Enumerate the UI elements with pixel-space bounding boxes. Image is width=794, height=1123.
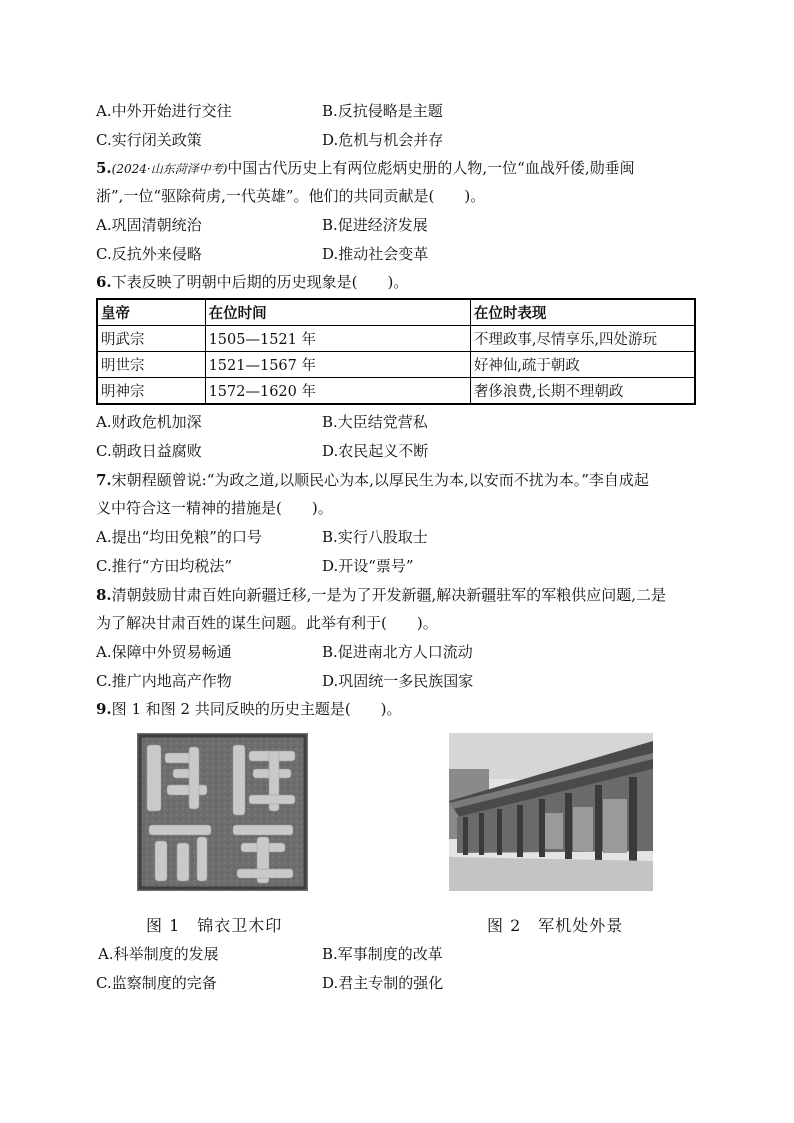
table-cell: 好神仙,疏于朝政 [470,352,695,378]
q5-option-b[interactable]: B.促进经济发展 [322,216,428,234]
table-cell: 1521—1567 年 [205,352,470,378]
table-row [97,352,695,378]
q5-option-c[interactable]: C.反抗外来侵略 [96,245,202,263]
table-header: 在位时间 [205,299,470,326]
table-cell: 1572—1620 年 [205,378,470,405]
q6-number: 6. [96,273,112,291]
q6-option-a[interactable]: A.财政危机加深 [96,413,202,431]
q8-stem-line2: 为了解决甘肃百姓的谋生问题。此举有利于( )。 [96,614,438,632]
q9-option-c[interactable]: C.监察制度的完备 [96,974,217,992]
table-header: 皇帝 [97,299,205,326]
q7-stem-line2: 义中符合这一精神的措施是( )。 [96,499,333,517]
q9-option-a[interactable]: A.科举制度的发展 [98,945,219,963]
q7-option-c[interactable]: C.推行“方田均税法” [96,557,233,575]
q8-option-b[interactable]: B.促进南北方人口流动 [322,643,473,661]
q5-option-d[interactable]: D.推动社会变革 [322,245,429,263]
table-row [97,378,695,405]
q7-option-a[interactable]: A.提出“均田免粮”的口号 [96,528,262,546]
q6-option-b[interactable]: B.大臣结党营私 [322,413,428,431]
q9-number: 9. [96,700,112,718]
table-cell: 明世宗 [97,352,205,378]
q8-number: 8. [96,586,112,604]
q7-number: 7. [96,471,112,489]
table-row [97,326,695,352]
q8-stem-line1: 8.清朝鼓励甘肃百姓向新疆迁移,一是为了开发新疆,解决新疆驻军的军粮供应问题,二是 [96,586,666,604]
figure-2-caption: 图 2 军机处外景 [487,916,624,935]
q5-option-a[interactable]: A.巩固清朝统治 [96,216,202,234]
q4-option-b[interactable]: B.反抗侵略是主题 [322,102,443,120]
emperor-table [96,298,696,405]
q8-option-c[interactable]: C.推广内地高产作物 [96,672,232,690]
q6-option-c[interactable]: C.朝政日益腐败 [96,442,202,460]
table-header-row [97,299,695,326]
table-cell: 明神宗 [97,378,205,405]
q6-stem: 6.下表反映了明朝中后期的历史现象是( )。 [96,273,409,291]
q7-option-b[interactable]: B.实行八股取士 [322,528,428,546]
q8-option-d[interactable]: D.巩固统一多民族国家 [322,672,474,690]
figure-2-building-image [449,733,653,891]
table-header: 在位时表现 [470,299,695,326]
q4-option-d[interactable]: D.危机与机会并存 [322,131,444,149]
q4-option-a[interactable]: A.中外开始进行交往 [96,102,232,120]
q5-source: (2024·山东菏泽中考) [111,162,228,176]
q7-stem-line1: 7.宋朝程颐曾说:“为政之道,以顺民心为本,以厚民生为本,以安而不扰为本。”李自成起 [96,471,649,489]
figure-1-caption: 图 1 锦衣卫木印 [146,916,283,935]
q9-option-d[interactable]: D.君主专制的强化 [322,974,444,992]
q4-option-c[interactable]: C.实行闭关政策 [96,131,202,149]
table-cell: 不理政事,尽情享乐,四处游玩 [470,326,695,352]
q9-stem: 9.图 1 和图 2 共同反映的历史主题是( )。 [96,700,402,718]
q7-option-d[interactable]: D.开设“票号” [322,557,414,575]
q6-option-d[interactable]: D.农民起义不断 [322,442,429,460]
q5-stem-line2: 浙”,一位“驱除荷虏,一代英雄”。他们的共同贡献是( )。 [96,187,486,205]
table-cell: 1505—1521 年 [205,326,470,352]
q9-option-b[interactable]: B.军事制度的改革 [322,945,443,963]
table-cell: 奢侈浪费,长期不理朝政 [470,378,695,405]
q5-stem-line1: 5.(2024·山东菏泽中考)中国古代历史上有两位彪炳史册的人物,一位“血战歼倭,勋垂闽 [96,159,635,177]
q8-option-a[interactable]: A.保障中外贸易畅通 [96,643,232,661]
table-cell: 明武宗 [97,326,205,352]
q5-number: 5. [96,159,112,177]
figure-1-seal-image [137,733,308,891]
